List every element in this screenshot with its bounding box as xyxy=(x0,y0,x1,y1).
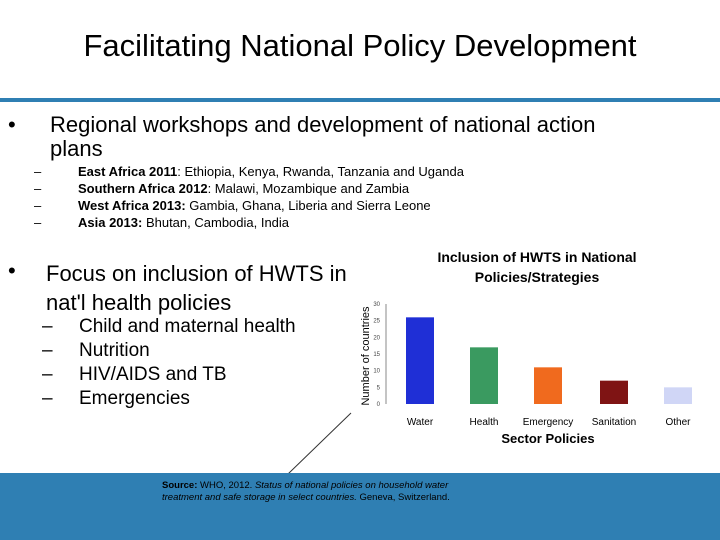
chart-title-line-1: Inclusion of HWTS in National xyxy=(437,249,637,265)
x-axis-categories xyxy=(407,417,691,428)
dash-marker: – xyxy=(42,364,53,385)
y-tick-label: 0 xyxy=(376,402,380,408)
list-item-text: Child and maternal health xyxy=(79,316,296,337)
region-countries: : Malawi, Mozambique and Zambia xyxy=(207,181,410,196)
dash-marker: – xyxy=(34,164,42,179)
x-tick-label: Emergency xyxy=(522,417,574,428)
source-tail: Geneva, Switzerland. xyxy=(356,492,450,503)
list-item-text: Nutrition xyxy=(79,340,150,361)
y-axis-label: Number of countries xyxy=(360,306,372,406)
region-countries: : Ethiopia, Kenya, Rwanda, Tanzania and Uganda xyxy=(177,164,464,179)
chart-title-line-2: Policies/Strategies xyxy=(474,269,600,285)
y-tick-label: 30 xyxy=(373,302,380,308)
bullet-marker: • xyxy=(8,112,16,137)
dash-marker: – xyxy=(42,388,53,409)
y-tick-label: 25 xyxy=(373,318,380,325)
source-citation xyxy=(162,480,482,504)
dash-marker: – xyxy=(42,316,53,337)
x-tick-label: Sanitation xyxy=(591,417,637,428)
bullet-text: Focus on inclusion of HWTS in nat'l health policies xyxy=(46,261,347,315)
bar-other xyxy=(664,387,692,404)
x-tick-label: Other xyxy=(665,417,691,428)
x-axis-label: Sector Policies xyxy=(501,431,595,446)
region-countries: Bhutan, Cambodia, India xyxy=(142,215,290,230)
bar-water xyxy=(406,317,434,404)
list-item-text xyxy=(78,163,464,180)
list-item-text xyxy=(78,180,409,197)
y-axis-ticks xyxy=(373,302,380,408)
list-item-text xyxy=(78,214,289,231)
sector-policies-bar-chart xyxy=(350,240,720,450)
dash-marker: – xyxy=(34,198,42,213)
slide-title: Facilitating National Policy Development xyxy=(83,28,637,63)
bar-sanitation xyxy=(600,381,628,404)
list-item-text xyxy=(78,197,431,214)
x-tick-label: Water xyxy=(406,417,434,428)
title-divider xyxy=(0,98,720,102)
source-italic: Status of national policies on household water treatment and safe storage in select countries. xyxy=(162,480,449,503)
bar-series xyxy=(406,317,692,404)
bar-health xyxy=(470,347,498,404)
bullet-text: Regional workshops and development of national action plans xyxy=(50,112,596,161)
y-tick-label: 20 xyxy=(373,335,380,342)
bullet-marker: • xyxy=(8,258,16,283)
source-text: WHO, 2012. xyxy=(197,480,255,491)
y-tick-label: 10 xyxy=(373,368,380,375)
region-label: Asia 2013: xyxy=(78,215,143,230)
dash-marker: – xyxy=(42,340,53,361)
x-tick-label: Health xyxy=(469,417,499,428)
y-tick-label: 15 xyxy=(373,352,380,358)
dash-marker: – xyxy=(34,215,42,230)
region-countries: Gambia, Ghana, Liberia and Sierra Leone xyxy=(185,198,431,213)
region-label: West Africa 2013: xyxy=(78,198,186,213)
dash-marker: – xyxy=(34,181,42,196)
region-label: Southern Africa 2012 xyxy=(78,181,208,196)
source-label: Source: xyxy=(162,480,198,491)
list-item-text: Emergencies xyxy=(79,388,190,409)
list-item-text: HIV/AIDS and TB xyxy=(79,364,227,385)
bar-emergency xyxy=(534,367,562,404)
y-tick-label: 5 xyxy=(376,385,380,392)
region-label: East Africa 2011 xyxy=(78,164,178,179)
